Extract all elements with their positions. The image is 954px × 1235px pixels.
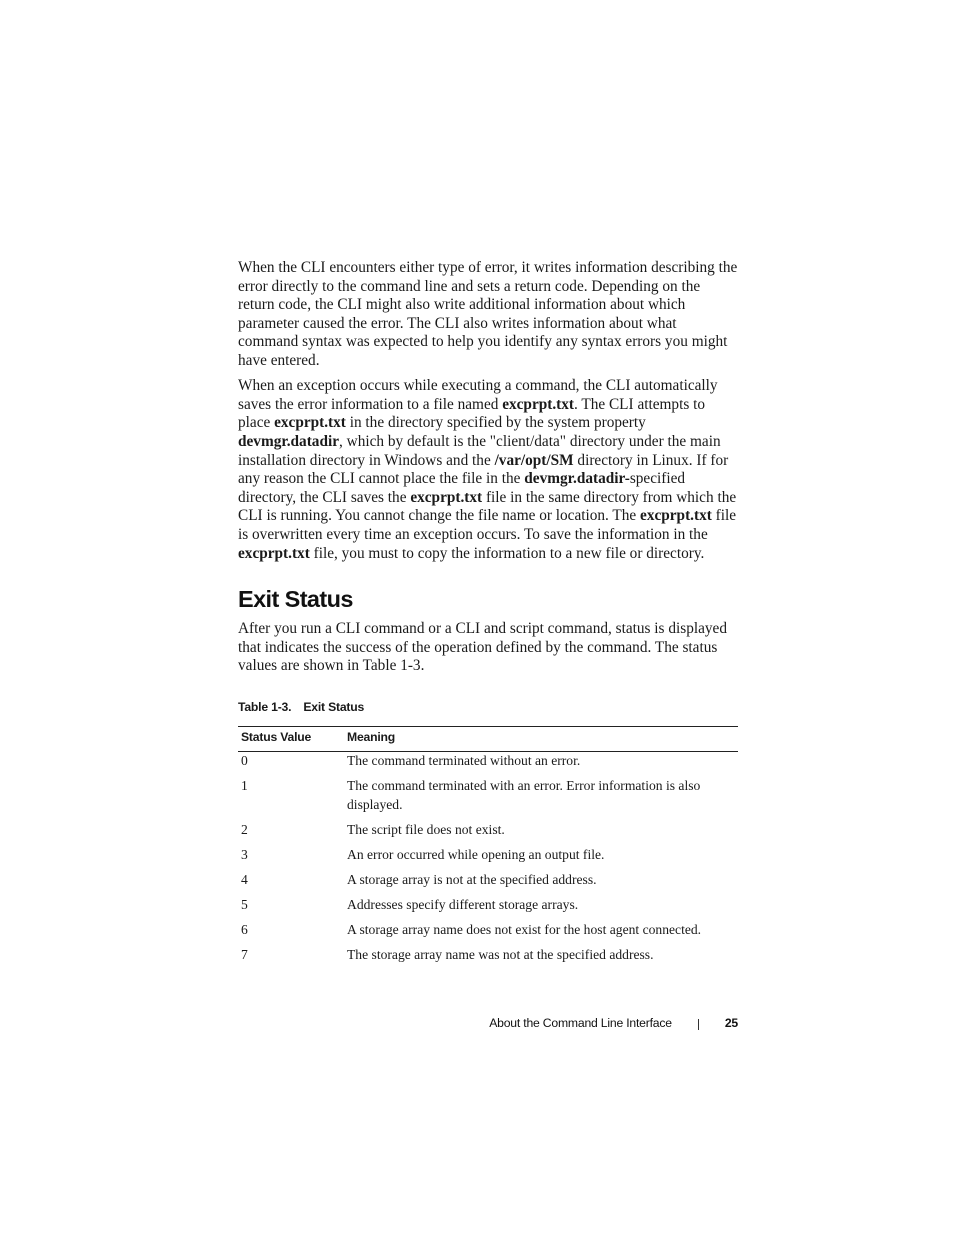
page-footer xyxy=(489,1015,738,1031)
exit-status-table xyxy=(238,726,738,971)
filename-excprpt: excprpt.txt xyxy=(410,488,483,506)
filename-excprpt: excprpt.txt xyxy=(274,414,346,432)
table-row xyxy=(238,777,738,820)
cell-status: 5 xyxy=(241,896,248,912)
text-run: file, you must to copy the information to a new file or directory. xyxy=(309,544,705,562)
paragraph-exception-file xyxy=(238,377,738,563)
text-run: . The CLI attempts to place xyxy=(238,395,705,432)
filename-excprpt: excprpt.txt xyxy=(502,395,574,413)
table-caption-title: Exit Status xyxy=(303,699,365,714)
cell-meaning: An error occurred while opening an output file. xyxy=(347,846,605,862)
table-row xyxy=(238,896,738,921)
text-run: specified directory, the CLI saves the xyxy=(238,470,686,506)
cell-meaning: The command terminated with an error. Error information is also displayed. xyxy=(347,778,701,812)
cell-meaning: The command terminated without an error. xyxy=(347,753,581,769)
table-header-row xyxy=(238,726,738,751)
table-row xyxy=(238,821,738,846)
property-datadir: devmgr.datadir xyxy=(238,432,339,450)
property-datadir: devmgr.datadir- xyxy=(524,470,630,488)
table-caption xyxy=(238,700,738,715)
path-var-opt-sm: /var/opt/SM xyxy=(494,451,574,469)
text-run: When an exception occurs while executing a command, the CLI automatically saves the error information to a file named xyxy=(238,377,718,413)
cell-meaning: Addresses specify different storage arrays. xyxy=(347,896,579,912)
page-number: 25 xyxy=(724,1016,738,1030)
table-row xyxy=(238,871,738,896)
footer-chapter-title: About the Command Line Interface xyxy=(489,1016,672,1030)
filename-excprpt: excprpt.txt xyxy=(640,507,712,525)
cell-status: 2 xyxy=(241,821,248,837)
header-status-value: Status Value xyxy=(238,726,344,751)
cell-meaning: The storage array name was not at the specified address. xyxy=(347,946,654,962)
text-run: , which by default is the "client/data" directory under the main installation directory in Windows and the xyxy=(238,432,721,469)
filename-excprpt: excprpt.txt xyxy=(238,544,310,562)
section-intro: After you run a CLI command or a CLI and script command, status is displayed that indicates the success of the operation defined by the command. The status values are shown in Table 1-3. xyxy=(238,620,727,675)
header-meaning: Meaning xyxy=(344,726,738,751)
cell-meaning: A storage array name does not exist for the host agent connected. xyxy=(347,921,702,937)
cell-meaning: The script file does not exist. xyxy=(347,821,505,837)
paragraph-error-reporting: When the CLI encounters either type of error, it writes information describing the error directly to the command line and sets a return code. Depending on the return code, the CLI might also write additional information about which parameter caused the error. The CLI also writes information about what command syntax was expected to help you identify any syntax errors you might have entered. xyxy=(238,259,738,369)
table-row xyxy=(238,921,738,946)
footer-separator xyxy=(698,1019,699,1030)
text-run: file in the same directory from which the CLI is running. You cannot change the file name or location. The xyxy=(238,488,737,525)
text-run: directory in Linux. If for any reason the CLI cannot place the file in the xyxy=(238,451,729,488)
cell-status: 1 xyxy=(241,778,248,794)
cell-status: 3 xyxy=(241,846,248,862)
cell-meaning: A storage array is not at the specified address. xyxy=(347,871,597,887)
page-body xyxy=(238,259,738,971)
cell-status: 6 xyxy=(241,921,248,937)
table-row xyxy=(238,946,738,971)
table-row xyxy=(238,846,738,871)
text-run: file is overwritten every time an exception occurs. To save the information in the xyxy=(238,507,737,543)
cell-status: 4 xyxy=(241,871,248,887)
cell-status: 0 xyxy=(241,753,248,769)
section-heading: Exit Status xyxy=(238,586,353,613)
table-row xyxy=(238,751,738,777)
table-caption-number: Table 1-3. xyxy=(238,699,292,714)
cell-status: 7 xyxy=(241,946,248,962)
text-run: in the directory specified by the system property xyxy=(345,414,646,432)
